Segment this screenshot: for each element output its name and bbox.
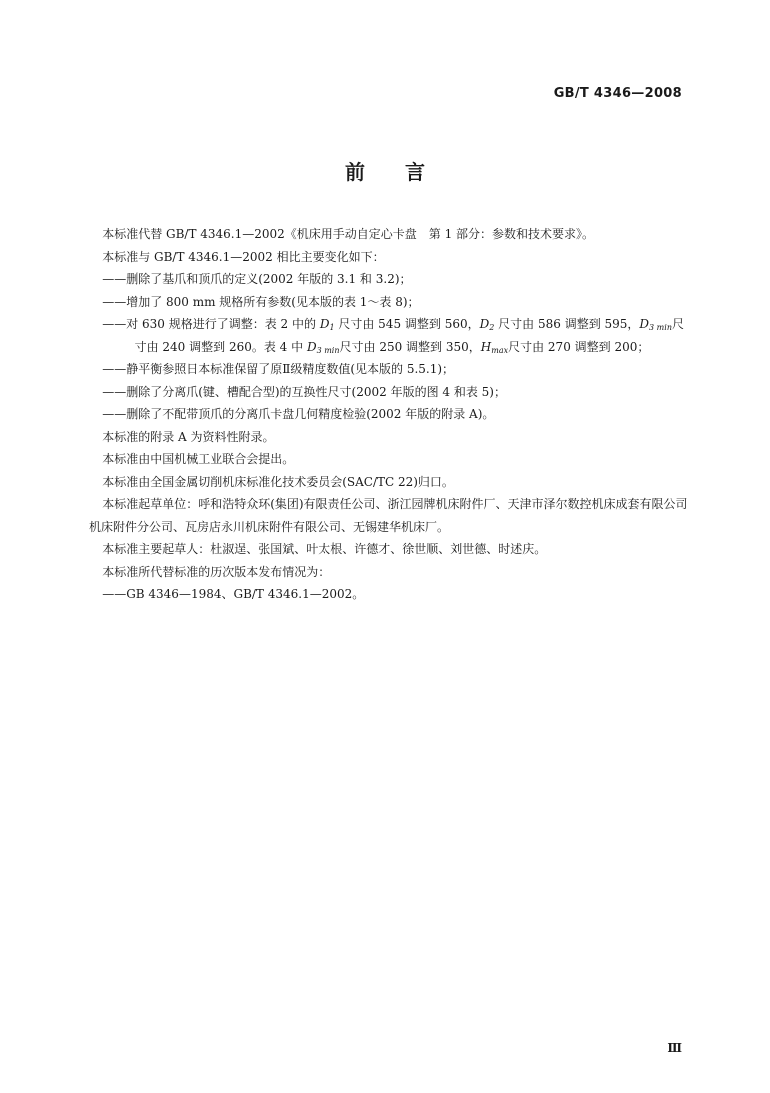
- text-segment: 尺寸由 270 调整到 200；: [508, 339, 650, 354]
- text-segment: 尺寸由 586 调整到 595，: [494, 317, 640, 331]
- paragraph-replaces: 本标准代替 GB/T 4346.1—2002《机床用手动自定心卡盘 第 1 部分：参数和技术要求》。: [102, 227, 595, 241]
- note-drafting-units: 本标准起草单位：呼和浩特众环(集团)有限责任公司、浙江园牌机床附件厂、天津市泽尔数控机床成套有限公司机床附件分公司、瓦房店永川机床附件有限公司、无锡建华机床厂。: [89, 497, 688, 534]
- change-item: ——增加了 800 mm 规格所有参数(见本版的表 1～表 8)；: [102, 294, 420, 309]
- change-item: ——删除了基爪和顶爪的定义(2002 年版的 3.1 和 3.2)；: [102, 272, 412, 286]
- symbol-d3min: $D_{3 min}$: [306, 339, 340, 355]
- note-history-intro: 本标准所代替标准的历次版本发布情况为：: [102, 564, 331, 579]
- text-segment: ——对 630 规格进行了调整：表 2 中的: [102, 317, 320, 331]
- document-number: GB/T 4346—2008: [553, 86, 682, 101]
- change-item: ——删除了分离爪(键、槽配合型)的互换性尺寸(2002 年版的图 4 和表 5)；: [102, 384, 506, 399]
- paragraph-changes-intro: 本标准与 GB/T 4346.1—2002 相比主要变化如下：: [102, 249, 385, 264]
- text-segment: 尺寸由 545 调整到 560，: [334, 317, 480, 331]
- note-proposer: 本标准由中国机械工业联合会提出。: [102, 452, 295, 466]
- symbol-d2: $D_2$: [479, 317, 495, 332]
- foreword-body: [89, 223, 689, 606]
- text-segment: 尺寸由 250 调整到 350，: [339, 339, 481, 354]
- symbol-d3min: $D_{3 min}$: [639, 317, 672, 332]
- note-drafters: 本标准主要起草人：杜淑逞、张国斌、叶太根、许德才、徐世顺、刘世德、时述庆。: [102, 542, 547, 556]
- change-item: ——删除了不配带顶爪的分离爪卡盘几何精度检验(2002 年版的附录 A)。: [102, 407, 495, 421]
- symbol-hmax: $H_{max}$: [480, 339, 509, 355]
- symbol-d1: $D_1$: [319, 317, 335, 332]
- page-title: 前 言: [345, 160, 425, 184]
- note-committee: 本标准由全国金属切削机床标准化技术委员会(SAC/TC 22)归口。: [102, 474, 454, 489]
- note-annex: 本标准的附录 A 为资料性附录。: [102, 429, 275, 444]
- history-item: ——GB 4346—1984、GB/T 4346.1—2002。: [102, 587, 365, 601]
- change-item-630: [89, 313, 689, 358]
- page-number: Ⅲ: [667, 1041, 682, 1055]
- change-item: ——静平衡参照日本标准保留了原Ⅱ级精度数值(见本版的 5.5.1)；: [102, 362, 455, 376]
- text-segment: 尺寸由 240 调整到 260。表 4 中: [134, 317, 684, 354]
